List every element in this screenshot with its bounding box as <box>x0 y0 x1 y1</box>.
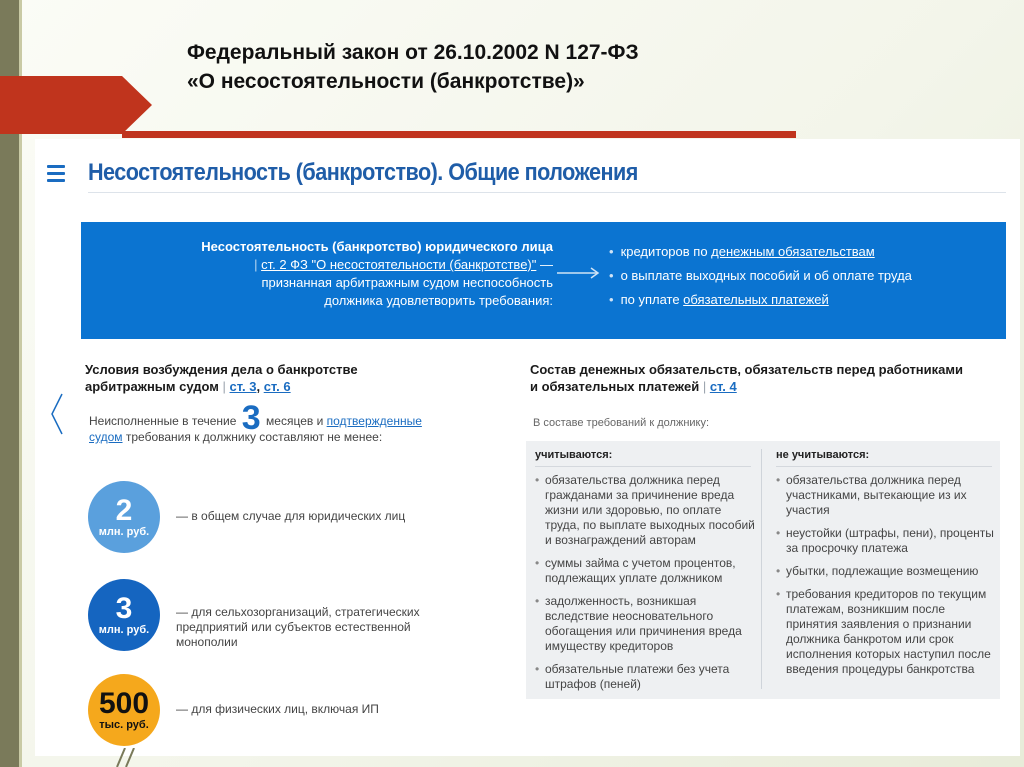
title-arrow-shape <box>0 76 152 134</box>
counted-header: учитываются: <box>535 449 613 461</box>
definition-text <box>171 238 553 310</box>
months-condition: Неисполненные в течение 3 месяцев и подтвержденные судом требования к должнику составляют не менее: <box>89 399 422 444</box>
column-divider <box>761 449 762 689</box>
confirmed-link-b[interactable]: судом <box>89 430 123 444</box>
counted-header-rule <box>535 466 751 467</box>
months-number: 3 <box>241 399 261 437</box>
article-6-link[interactable]: ст. 6 <box>263 379 291 394</box>
definition-line-4: должника удовлетворить требования: <box>324 293 553 308</box>
definition-lead: Несостоятельность (банкротство) юридического лица <box>201 239 553 254</box>
slide-title <box>187 38 967 96</box>
threshold-circle-3m: 3 млн. руб. <box>88 579 160 651</box>
list-item: • неустойки (штрафы, пени), проценты за просрочку платежа <box>776 526 998 556</box>
list-item: • обязательные платежи без учета штрафов (пеней) <box>535 662 761 692</box>
threshold-circle-500k: 500 тыс. руб. <box>88 674 160 746</box>
list-item: • по уплате обязательных платежей <box>609 288 912 312</box>
composition-title: Состав денежных обязательств, обязательств перед работниками и обязательных платежей | ст. 4 <box>530 362 963 394</box>
list-item: • о выплате выходных пособий и об оплате труда <box>609 264 912 288</box>
heading-divider <box>88 192 1006 193</box>
list-item: • суммы займа с учетом процентов, подлежащих уплате должником <box>535 556 761 586</box>
title-underline <box>122 131 796 138</box>
conditions-title: Условия возбуждения дела о банкротстве арбитражным судом | ст. 3, ст. 6 <box>85 362 358 394</box>
counted-list <box>535 473 761 700</box>
definition-pipe: | <box>254 257 258 272</box>
chevron-left-icon[interactable] <box>50 393 64 435</box>
list-item: • требования кредиторов по текущим платежам, возникшим после принятия заявления о признании должника банкротом или срок исполнения которых наступил после введения процедуры банкротства <box>776 587 998 677</box>
not-counted-header: не учитываются: <box>776 449 870 461</box>
list-item: • кредиторов по денежным обязательствам <box>609 240 912 264</box>
requirements-table <box>526 441 1000 699</box>
monetary-obligations-link[interactable]: денежным обязательствам <box>711 244 875 259</box>
list-item: • обязательства должника перед гражданами за причинение вреда жизни или здоровью, по оплате труда, по выплате выходных пособий и вознаграждений авторам <box>535 473 761 548</box>
list-item: • убытки, подлежащие возмещению <box>776 564 998 579</box>
list-item: • обязательства должника перед участниками, вытекающие из их участия <box>776 473 998 518</box>
creditor-list <box>609 240 912 312</box>
threshold-desc-500k: — для физических лиц, включая ИП <box>176 702 379 716</box>
definition-dash: — <box>536 257 553 272</box>
definition-band <box>81 222 1006 339</box>
not-counted-header-rule <box>776 466 992 467</box>
article-4-link[interactable]: ст. 4 <box>709 379 737 394</box>
definition-line-3: признанная арбитражным судом неспособность <box>261 275 553 290</box>
page-heading: Несостоятельность (банкротство). Общие положения <box>88 159 638 186</box>
confirmed-link-a[interactable]: подтвержденные <box>326 414 422 428</box>
list-item: • задолженность, возникшая вследствие неосновательного обогащения или причинения вреда имуществу кредиторов <box>535 594 761 654</box>
hamburger-menu-icon[interactable] <box>47 165 65 186</box>
slide-title-line-2: «О несостоятельности (банкротстве)» <box>187 70 585 93</box>
corner-decoration <box>115 748 143 767</box>
article-3-link[interactable]: ст. 3 <box>229 379 257 394</box>
not-counted-list <box>776 473 998 685</box>
slide-title-line-1: Федеральный закон от 26.10.2002 N 127-ФЗ <box>187 41 639 64</box>
threshold-desc-2m: — в общем случае для юридических лиц <box>176 509 406 523</box>
requirements-caption: В составе требований к должнику: <box>533 417 710 429</box>
mandatory-payments-link[interactable]: обязательных платежей <box>683 292 829 307</box>
right-arrow-icon <box>557 267 601 279</box>
threshold-circle-2m: 2 млн. руб. <box>88 481 160 553</box>
content-card <box>35 139 1020 756</box>
law-article-link[interactable]: ст. 2 ФЗ "О несостоятельности (банкротстве)" <box>261 257 537 272</box>
threshold-desc-3m: — для сельхозорганизаций, стратегических предприятий или субъектов естественной монополии <box>176 605 420 649</box>
